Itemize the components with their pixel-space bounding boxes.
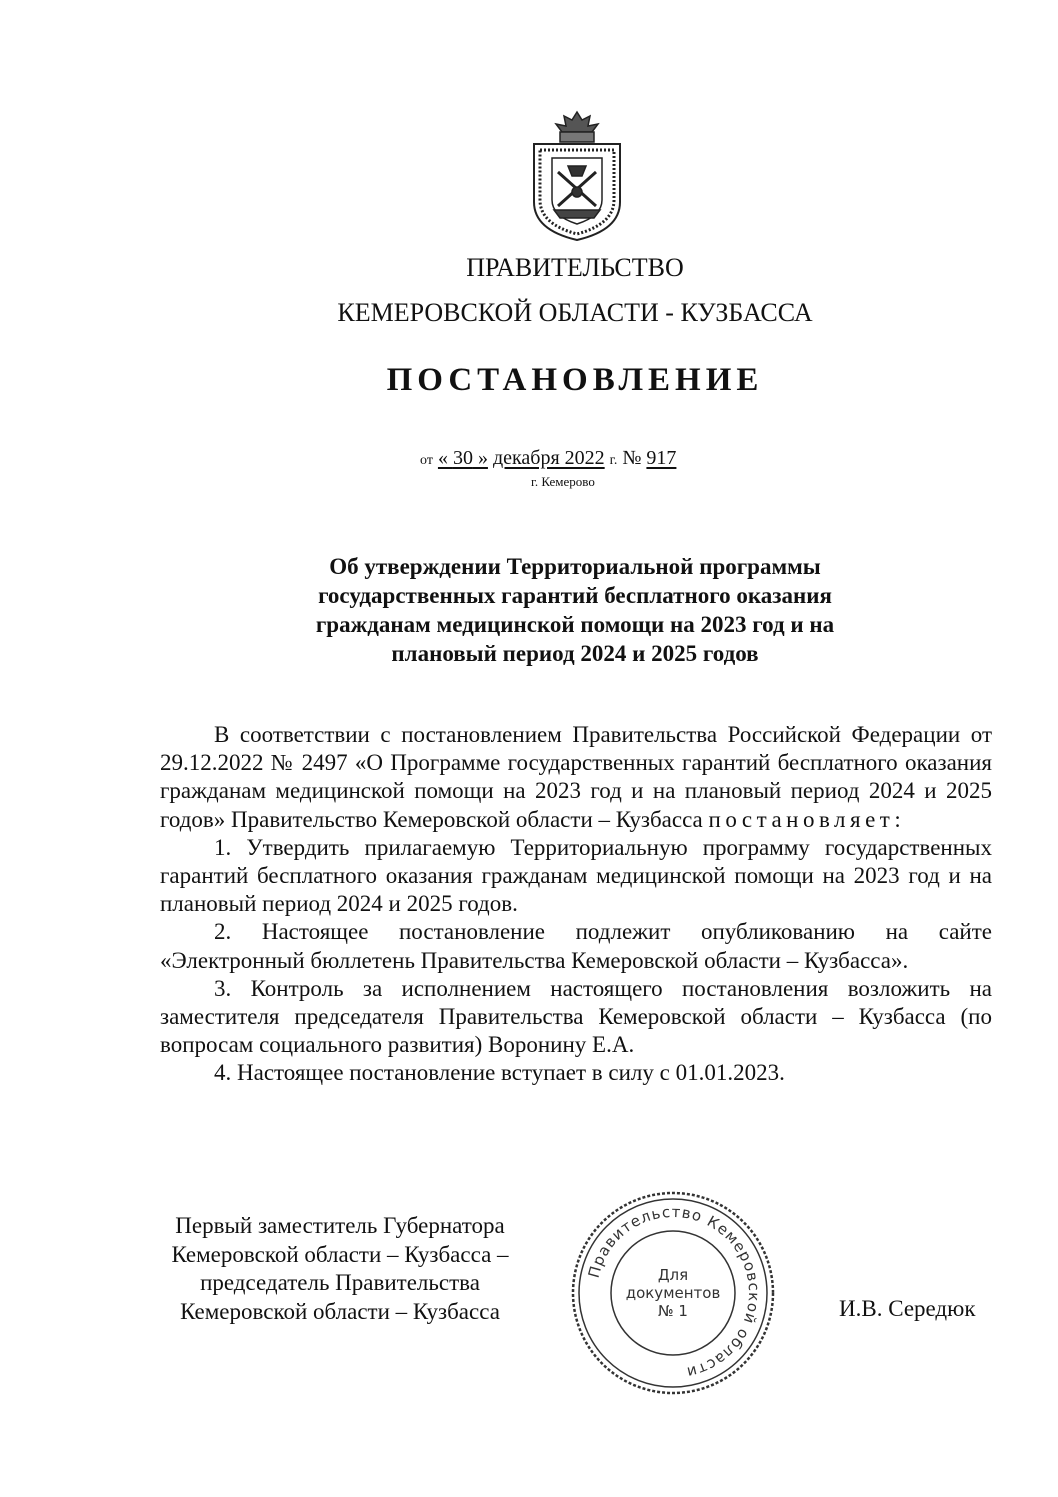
date-day: 30 [452,447,473,469]
signatory-title-line: председатель Правительства [200,1270,480,1295]
date-year-suffix: г. [609,453,618,468]
signatory-title [140,1212,540,1326]
stamp-ring-text: Правительство Кемеровской области [584,1202,764,1382]
organization-name-line-1: ПРАВИТЕЛЬСТВО [466,253,684,282]
preamble-paragraph [160,721,992,834]
city-label: г. Кемерово [531,474,595,489]
organization-name-line-2: КЕМЕРОВСКОЙ ОБЛАСТИ - КУЗБАССА [337,298,813,327]
stamp-center-line: документов [625,1284,721,1302]
coat-of-arms-emblem [524,110,630,242]
resolution-item: 3. Контроль за исполнением настоящего постановления возложить на заместителя председателя Правительства Кемеровской области – Кузбасса (по вопросам социального развития) Воронину Е.А. [160,975,992,1058]
number-label: № [622,447,642,469]
signatory-title-line: Кемеровской области – Кузбасса [180,1298,500,1324]
stamp-center-line: № 1 [658,1302,688,1320]
document-subject [200,552,950,668]
resolution-item: 1. Утвердить прилагаемую Территориальную программу государственных гарантий бесплатного оказания гражданам медицинской помощи на 2023 год и на плановый период 2024 и 2025 годов. [160,834,992,917]
document-type-title: ПОСТАНОВЛЕНИЕ [386,362,764,398]
resolution-item: 4. Настоящее постановление вступает в силу с 01.01.2023. [214,1060,785,1086]
date-prefix: от [420,453,433,468]
subject-line: Об утверждении Территориальной программы [329,554,821,579]
date-day-field: « 30 » [437,447,488,469]
subject-line: плановый период 2024 и 2025 годов [391,641,759,666]
stamp-center-line: Для [657,1266,689,1284]
date-month-year: декабря 2022 [492,447,605,469]
subject-line: государственных гарантий бесплатного оказания [318,583,832,608]
document-body [160,721,992,1088]
signatory-title-line: Первый заместитель Губернатора [175,1213,505,1238]
document-date-line [420,447,676,470]
subject-line: гражданам медицинской помощи на 2023 год и на [315,612,835,637]
signatory-title-line: Кемеровской области – Кузбасса – [171,1241,509,1267]
preamble-text: В соответствии с постановлением Правительства Российской Федерации от 29.12.2022 № 2497 «О Программе государственных гарантий бесплатного оказания гражданам медицинской помощи на 2023 год и на плановый период 2024 и 2025 годов» Правительство Кемеровской области – Кузбасса [160,722,992,832]
official-stamp [568,1188,778,1398]
resolution-item: 2. Настоящее постановление подлежит опубликованию на сайте «Электронный бюллетень Правительства Кемеровской области – Кузбасса». [160,919,992,973]
document-number: 917 [646,447,677,469]
signatory-name: И.В. Середюк [839,1296,976,1321]
resolves-word: постановляет: [708,806,906,832]
